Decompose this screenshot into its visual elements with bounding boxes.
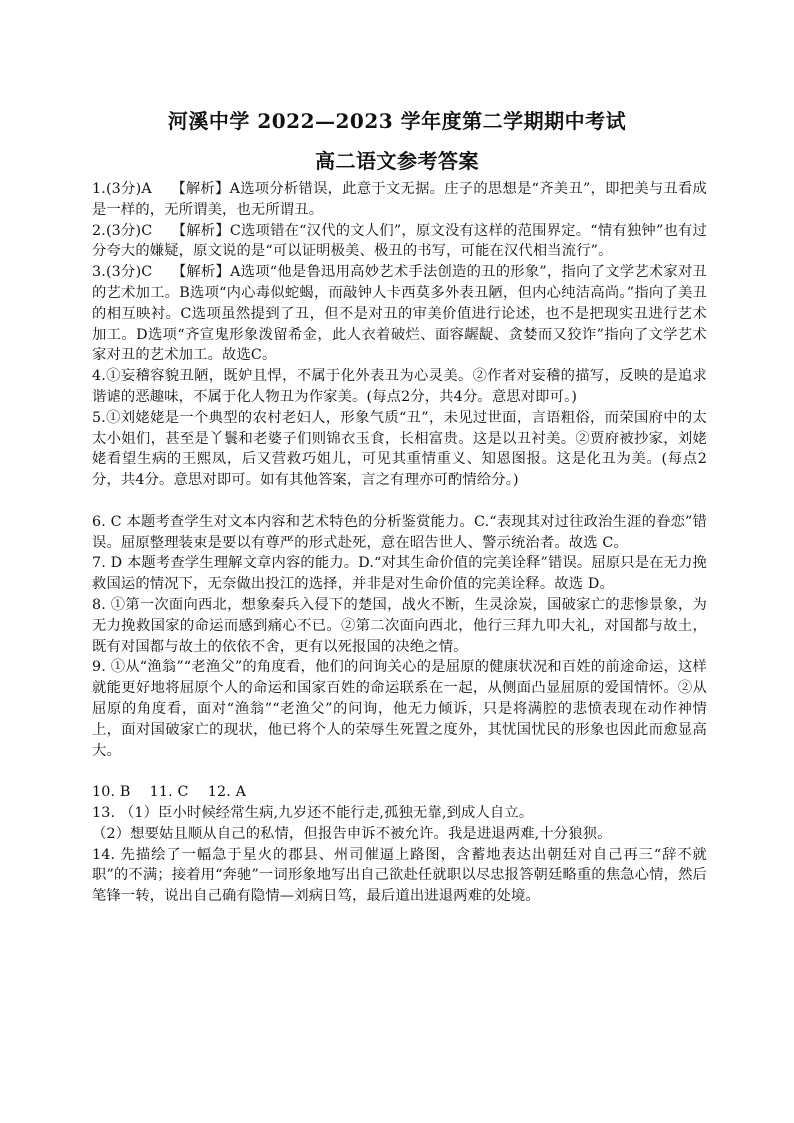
answer-item-8: 8. ①第一次面向西北，想象秦兵入侵下的楚国，战火不断，生灵涂炭，国破家亡的悲惨景象，为无力挽救国家的命运而感到痛心不已。②第二次面向西北，他行三拜九叩大礼，对国都与故土，既有对国都与故土的依依不舍，更有以死报国的决绝之情。: [92, 596, 707, 655]
section-gap: [92, 761, 707, 782]
answer-item-7: 7. D 本题考查学生理解文章内容的能力。D.“对其生命价值的完美诠释”错误。屈原只是在无力挽救国运的情况下，无奈做出投江的选择，并非是对生命价值的完美诠释。故选 D。: [92, 555, 707, 593]
answer-item-9: 9. ①从“渔翁”“老渔父”的角度看，他们的问询关心的是屈原的健康状况和百姓的前途命运，这样就能更好地将屈原个人的命运和国家百姓的命运联系在一起，从侧面凸显屈原的爱国情怀。②从屈原的角度看，面对“渔翁”“老渔父”的问询，他无力倾诉，只是将满腔的悲愤表现在动作神情上，面对国破家亡的现状，他已将个人的荣辱生死置之度外，其忧国忧民的形象也因此而愈显高大。: [92, 659, 707, 759]
answer-item-3: 3.(3分)C 【解析】A选项“他是鲁迅用高妙艺术手法创造的丑的形象”，指向了文学艺术家对丑的艺术加工。B选项“内心毒似蛇蝎，而敲钟人卡西莫多外表丑陋，但内心纯洁高尚。”指向了美丑的相互映衬。C选项虽然提到了丑，但不是对丑的审美价值进行论述，也不是把现实丑进行艺术加工。D选项“齐宣鬼形象泼留希金，此人衣着破烂、面容龌龊、贪婪而又狡诈”指向了文学艺术家对丑的艺术加工。故选C。: [92, 264, 707, 364]
answer-item-5: 5.①刘姥姥是一个典型的农村老妇人，形象气质“丑”，未见过世面，言语粗俗，而荣国府中的太太小姐们，甚至是丫鬟和老婆子们则锦衣玉食，长相富贵。这是以丑衬美。②贾府被抄家，刘姥姥看望生病的王熙凤，后又营救巧姐儿，可见其重情重义、知恩图报。这是化丑为美。(每点2分，共4分。意思对即可。如有其他答案，言之有理亦可酌情给分。): [92, 409, 707, 489]
answer-list: [92, 179, 707, 907]
exam-title: 河溪中学 2022—2023 学年度第二学期期中考试: [167, 109, 627, 133]
answer-item-14: 14. 先描绘了一幅急于星火的郡县、州司催逼上路图，含蓄地表达出朝廷对自己再三“辞不就职”的不满；接着用“奔驰”一词形象地写出自己欲赴任就职以尽忠报答朝廷略重的焦急心情，然后笔锋一转，说出自己确有隐情—刘病日笃，最后道出进退两难的处境。: [92, 846, 707, 905]
answer-item-1: 1.(3分)A 【解析】A选项分析错误，此意于文无据。庄子的思想是“齐美丑”，即把美与丑看成是一样的，无所谓美，也无所谓丑。: [92, 181, 707, 218]
answer-item-4: 4.①妄稽容貌丑陋，既妒且悍，不属于化外表丑为心灵美。②作者对妄稽的描写，反映的是追求谐谑的恶趣味，不属于化人物丑为作家美。(每点2分，共4分。意思对即可。): [92, 368, 707, 405]
answer-items-10-12: 10. B 11. C 12. A: [92, 784, 247, 801]
answer-item-2: 2.(3分)C 【解析】C选项错在“汉代的文人们”，原文没有这样的范围界定。“情有独钟”也有过分夸大的嫌疑，原文说的是“可以证明极美、极丑的书写，可能在汉代相当流行”。: [92, 222, 707, 260]
answer-key-subtitle: 高二语文参考答案: [315, 149, 479, 173]
answer-item-13-part-1: 13. （1）臣小时候经常生病,九岁还不能行走,孤独无靠,到成人自立。: [92, 804, 534, 821]
answer-item-6: 6. C 本题考查学生对文本内容和艺术特色的分析鉴赏能力。C.“表现其对过往政治生涯的眷恋”错误。屈原整理装束是要以有尊严的形式赴死，意在昭告世人、警示统治者。故选 C。: [92, 513, 707, 551]
answer-item-13-part-2: （2）想要姑且顺从自己的私情，但报告申诉不被允许。我是进退两难,十分狼狈。: [92, 825, 612, 842]
section-gap: [92, 491, 707, 512]
